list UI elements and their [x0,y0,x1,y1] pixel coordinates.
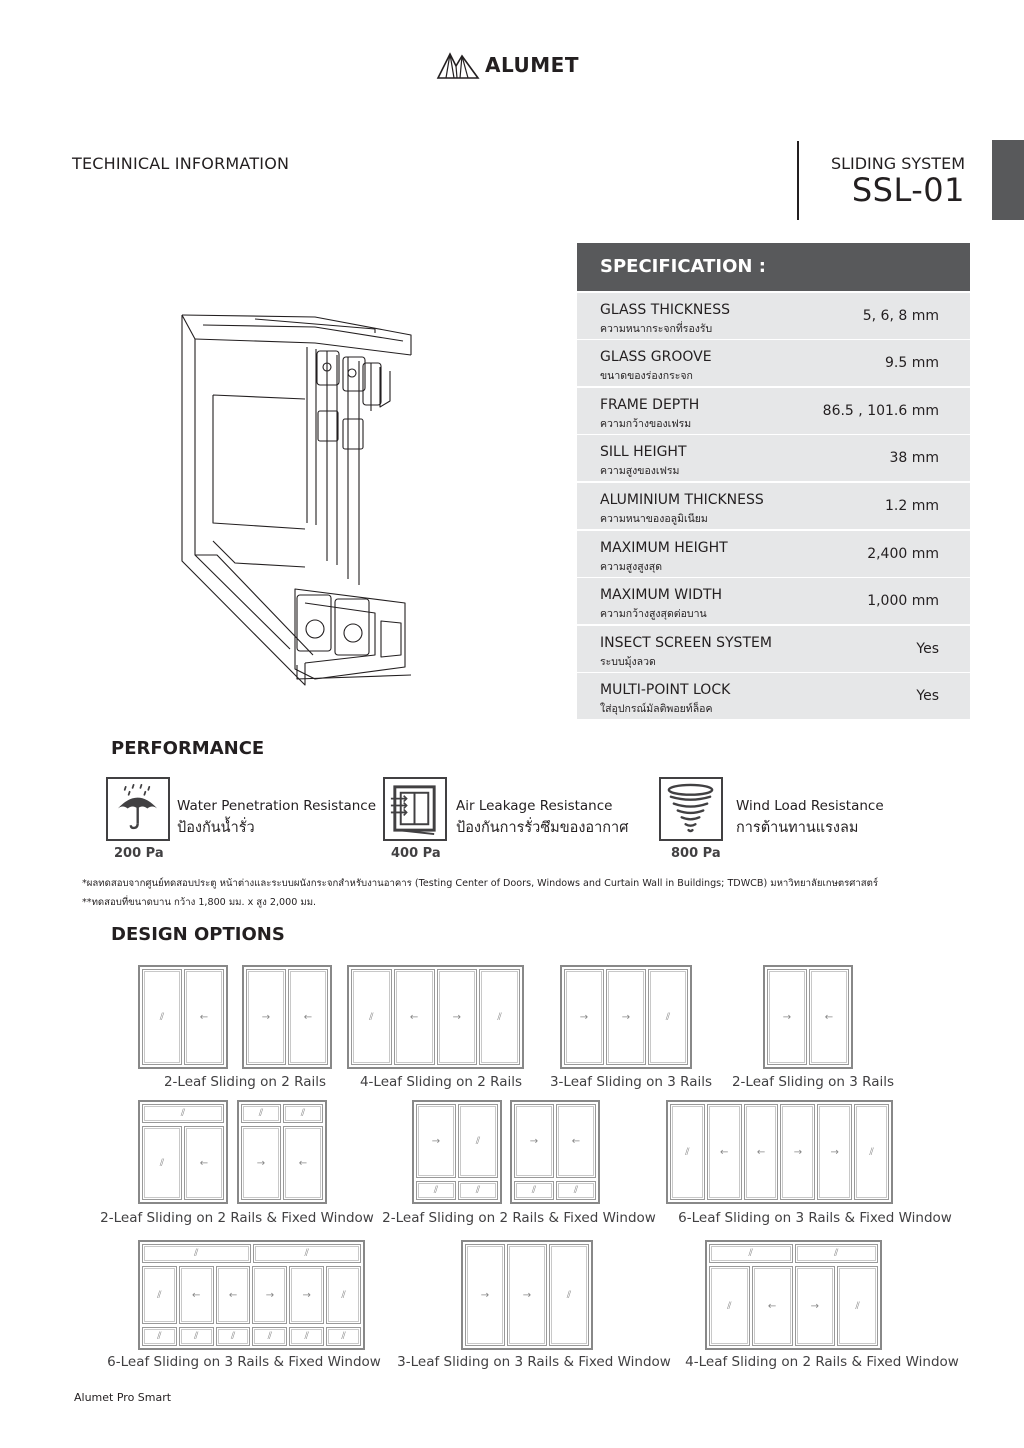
spec-label-thai: ความสูงของเฟรม [600,465,680,478]
spec-label: GLASS GROOVE [600,349,712,366]
fixed-pane: ⫽ [326,1327,361,1346]
fixed-window-row [142,1327,361,1346]
alumet-mountain-icon [436,50,480,80]
fixed-pane: ⫽ [142,969,182,1065]
fixed-pane: ⫽ [479,969,520,1065]
slide-left-pane: ← [283,1126,323,1200]
spec-label-thai: ความกว้างสูงสุดต่อบาน [600,608,707,621]
spec-label: FRAME DEPTH [600,396,700,413]
sliding-row [564,969,688,1065]
fixed-pane: ⫽ [795,1244,879,1263]
sliding-row [514,1104,596,1178]
slide-right-pane: → [507,1244,547,1346]
fixed-pane: ⫽ [253,1244,362,1263]
spec-value: 1.2 mm [885,497,939,514]
slide-right-pane: → [780,1104,815,1200]
sliding-row [142,1126,224,1200]
system-label: SLIDING SYSTEM [830,154,965,173]
perf-title: Wind Load Resistance [736,798,884,814]
slide-right-pane: → [606,969,646,1065]
design-caption: 3-Leaf Sliding on 3 Rails [549,1074,713,1090]
slide-left-pane: ← [744,1104,779,1200]
spec-value: 2,400 mm [867,545,939,562]
wind-load-box [659,777,723,841]
fixed-window-row [416,1181,498,1200]
perf-title: Water Penetration Resistance [177,798,377,814]
fixed-window-row [142,1104,224,1123]
umbrella-rain-icon [108,779,167,838]
slide-right-pane: → [465,1244,505,1346]
slide-right-pane: → [241,1126,281,1200]
fixed-pane: ⫽ [241,1104,281,1123]
spec-label: MAXIMUM HEIGHT [600,539,728,556]
fixed-pane: ⫽ [216,1327,251,1346]
sliding-row [351,969,520,1065]
spec-label-thai: ความสูงสูงสุด [600,560,663,573]
fixed-pane: ⫽ [179,1327,214,1346]
slide-right-pane: → [514,1104,554,1178]
spec-value: 9.5 mm [885,355,939,372]
sliding-row [246,969,328,1065]
fixed-pane: ⫽ [549,1244,589,1346]
fixed-pane: ⫽ [416,1181,456,1200]
window-sketch [763,965,853,1069]
window-sketch [347,965,524,1069]
fixed-pane: ⫽ [142,1126,182,1200]
fixed-window-row [142,1244,361,1263]
window-sketch [138,1100,228,1204]
fixed-pane: ⫽ [326,1266,361,1324]
logo-text: ALUMET [485,53,579,77]
fixed-pane: ⫽ [142,1266,177,1324]
spec-row-insect-screen [577,626,970,672]
spec-label: SILL HEIGHT [600,444,687,461]
spec-value: 5, 6, 8 mm [862,307,939,324]
spec-label-thai: ระบบมุ้งลวด [600,655,656,668]
window-sketch [138,1240,365,1350]
sliding-row [241,1126,323,1200]
perf-value: 200 Pa [114,846,164,861]
spec-row-glass-groove [577,340,970,386]
spec-value: Yes [916,640,939,657]
perf-value: 800 Pa [671,846,721,861]
slide-left-pane: ← [184,969,224,1065]
section-title: TECHINICAL INFORMATION [72,154,290,173]
fixed-pane: ⫽ [142,1104,224,1123]
slide-right-pane: → [416,1104,456,1178]
design-caption: 2-Leaf Sliding on 2 Rails [163,1074,327,1090]
air-leakage-window-icon [385,779,444,838]
slide-left-pane: ← [184,1126,224,1200]
spec-label-thai: ใส่อุปกรณ์มัลติพอยท์ล็อค [600,703,713,716]
spec-row-maximum-width [577,578,970,624]
spec-row-maximum-height [577,531,970,577]
system-code: SSL-01 [851,171,965,209]
slide-left-pane: ← [556,1104,596,1178]
spec-label: MULTI-POINT LOCK [600,682,731,699]
slide-left-pane: ← [288,969,328,1065]
header-divider [797,141,799,220]
slide-left-pane: ← [809,969,849,1065]
slide-right-pane: → [289,1266,324,1324]
design-caption: 3-Leaf Sliding on 3 Rails & Fixed Window [397,1354,671,1370]
window-sketch [461,1240,593,1350]
spec-label: GLASS THICKNESS [600,301,731,318]
sliding-row [416,1104,498,1178]
spec-label: MAXIMUM WIDTH [600,587,723,604]
spec-row-frame-depth [577,388,970,434]
design-caption: 6-Leaf Sliding on 3 Rails & Fixed Window [107,1354,381,1370]
fixed-pane: ⫽ [142,1244,251,1263]
fixed-pane: ⫽ [709,1244,793,1263]
fixed-pane: ⫽ [709,1266,750,1346]
fixed-pane: ⫽ [854,1104,889,1200]
window-sketch [242,965,332,1069]
side-tab [992,140,1024,220]
fixed-pane: ⫽ [458,1104,498,1178]
slide-right-pane: → [564,969,604,1065]
sliding-row [142,1266,361,1324]
fixed-pane: ⫽ [670,1104,705,1200]
fixed-window-row [514,1181,596,1200]
design-caption: 6-Leaf Sliding on 3 Rails & Fixed Window [678,1210,952,1226]
fixed-window-row [709,1244,878,1263]
perf-thai: ป้องกันการรั่วซึมของอากาศ [456,820,629,836]
fixed-pane: ⫽ [648,969,688,1065]
spec-label-thai: ความหนากระจกที่รองรับ [600,322,713,335]
spec-value: 86.5 , 101.6 mm [822,402,939,419]
slide-right-pane: → [795,1266,836,1346]
perf-value: 400 Pa [391,846,441,861]
window-sketch [510,1100,600,1204]
spec-label-thai: ขนาดของร่องกระจก [600,370,693,383]
spec-row-glass-thickness [577,293,970,339]
fixed-pane: ⫽ [514,1181,554,1200]
spec-label: INSECT SCREEN SYSTEM [600,634,772,651]
window-sketch [705,1240,882,1350]
fixed-pane: ⫽ [351,969,392,1065]
window-sketch [237,1100,327,1204]
perf-thai: การต้านทานแรงลม [736,820,859,836]
sliding-row [709,1266,878,1346]
performance-heading: PERFORMANCE [111,738,265,759]
fixed-pane: ⫽ [289,1327,324,1346]
slide-left-pane: ← [707,1104,742,1200]
slide-right-pane: → [246,969,286,1065]
slide-right-pane: → [817,1104,852,1200]
specification-title: SPECIFICATION : [577,243,970,291]
slide-left-pane: ← [752,1266,793,1346]
slide-left-pane: ← [179,1266,214,1324]
design-caption: 2-Leaf Sliding on 3 Rails [731,1074,895,1090]
spec-label-thai: ความกว้างของเฟรม [600,417,692,430]
spec-row-multi-point-lock [577,673,970,719]
design-caption: 2-Leaf Sliding on 2 Rails & Fixed Window [100,1210,374,1226]
spec-label-thai: ความหนาของอลูมิเนียม [600,512,708,525]
spec-value: Yes [916,688,939,705]
design-caption: 2-Leaf Sliding on 2 Rails & Fixed Window [382,1210,656,1226]
slide-right-pane: → [252,1266,287,1324]
spec-row-sill-height [577,435,970,481]
specification-table [577,243,970,719]
test-size-note: **ทดสอบที่ขนาดบาน กว้าง 1,800 มม. x สูง 2,000 มม. [82,897,317,908]
sliding-row [465,1244,589,1346]
window-sketch [412,1100,502,1204]
perf-title: Air Leakage Resistance [456,798,613,814]
window-sketch [560,965,692,1069]
slide-right-pane: → [437,969,478,1065]
slide-right-pane: → [767,969,807,1065]
water-penetration-box [106,777,170,841]
alumet-logo [436,47,588,83]
fixed-pane: ⫽ [283,1104,323,1123]
fixed-window-row [241,1104,323,1123]
footer-text: Alumet Pro Smart [74,1391,172,1404]
spec-value: 1,000 mm [867,593,939,610]
spec-label: ALUMINIUM THICKNESS [600,491,764,508]
spec-value: 38 mm [889,450,939,467]
fixed-pane: ⫽ [252,1327,287,1346]
fixed-pane: ⫽ [837,1266,878,1346]
sliding-row [767,969,849,1065]
test-note: *ผลทดสอบจากศูนย์ทดสอบประตู หน้าต่างและระบบผนังกระจกสำหรับงานอาคาร (Testing Center of Doors, Windows and Curtain Wall in Buildings; TDWCB) มหาวิทยาลัยเกษตรศาสตร์ [82,878,879,889]
window-sketch [138,965,228,1069]
air-leakage-box [383,777,447,841]
sliding-row [142,969,224,1065]
spec-row-aluminium-thickness [577,483,970,529]
frame-section-drawing [175,303,420,691]
perf-thai: ป้องกันน้ำรั่ว [177,820,255,836]
fixed-pane: ⫽ [458,1181,498,1200]
design-caption: 4-Leaf Sliding on 2 Rails & Fixed Window [685,1354,959,1370]
design-options-heading: DESIGN OPTIONS [111,924,285,945]
fixed-pane: ⫽ [556,1181,596,1200]
wind-tornado-icon [661,779,720,838]
fixed-pane: ⫽ [142,1327,177,1346]
slide-left-pane: ← [216,1266,251,1324]
sliding-row [670,1104,889,1200]
window-sketch [666,1100,893,1204]
slide-left-pane: ← [394,969,435,1065]
design-caption: 4-Leaf Sliding on 2 Rails [359,1074,523,1090]
